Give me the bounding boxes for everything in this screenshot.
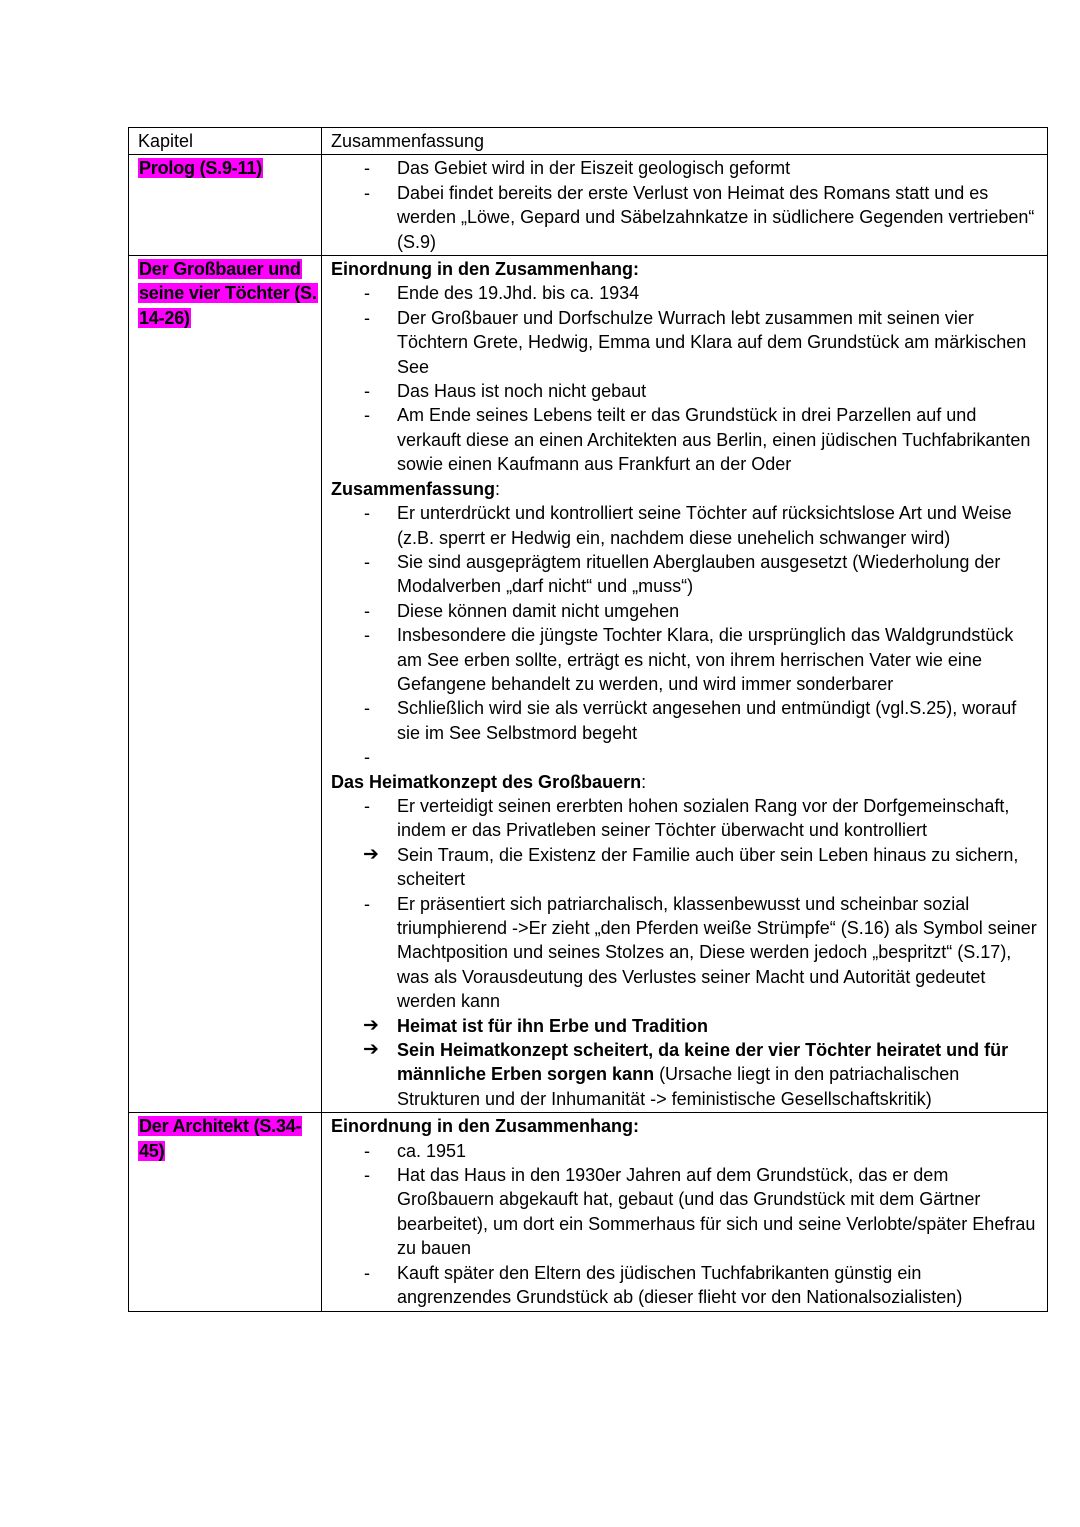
item-text: Am Ende seines Lebens teilt er das Grundstück in drei Parzellen auf und verkauft diese an einen Architekten aus Berlin, einen jüdischen Tuchfabrikanten sowie einen Kaufmann aus Frankfurt an der Oder <box>397 405 1031 475</box>
list-item <box>331 794 1038 843</box>
item-text: ca. 1951 <box>397 1140 467 1161</box>
item-text: Hat das Haus in den 1930er Jahren auf dem Grundstück, das er dem Großbauern abgekauft hat, gebaut (und das Grundstück mit dem Gärtner bearbeitet), um dort ein Sommerhaus für sich und seine Verlobte/später Ehefrau zu bauen <box>397 1165 1036 1259</box>
item-text: Sein Traum, die Existenz der Familie auch über sein Leben hinaus zu sichern, scheitert <box>397 844 1019 890</box>
list-item <box>331 550 1038 599</box>
item-text: Diese können damit nicht umgehen <box>397 600 680 621</box>
list-item <box>331 1261 1038 1310</box>
item-text: Schließlich wird sie als verrückt angesehen und entmündigt (vgl.S.25), worauf sie im See Selbstmord begeht <box>397 698 1017 743</box>
chapter-title: Der Architekt (S.34-45) <box>139 1116 302 1161</box>
item-text: Sie sind ausgeprägtem rituellen Aberglauben ausgesetzt (Wiederholung der Modalverben „darf nicht“ und „muss“) <box>397 551 1001 597</box>
dash-marker: - <box>364 381 370 402</box>
dash-marker: - <box>364 698 370 719</box>
item-text: Er unterdrückt und kontrolliert seine Töchter auf rücksichtslose Art und Weise (z.B. sperrt er Hedwig ein, nachdem diese unehelich schwanger wird) <box>397 503 1012 548</box>
list-item <box>331 745 1038 769</box>
section-heading <box>331 770 1038 794</box>
item-text: Das Haus ist noch nicht gebaut <box>397 381 647 402</box>
section-heading-text: Zusammenfassung <box>331 478 496 499</box>
chapter-title: Prolog (S.9-11) <box>139 158 263 179</box>
item-text: Der Großbauer und Dorfschulze Wurrach lebt zusammen mit seinen vier Töchtern Grete, Hedwig, Emma und Klara auf dem Grundstück am märkischen See <box>397 307 1027 377</box>
list-item <box>331 501 1038 550</box>
chapter-cell <box>129 256 322 1113</box>
item-text: Insbesondere die jüngste Tochter Klara, die ursprünglich das Waldgrundstück am See erben sollte, erträgt es nicht, von ihrem herrischen Vater wie eine Gefangene behandelt zu werden, und wird immer sonderbarer <box>397 625 1014 694</box>
arrow-icon: ➔ <box>363 1014 379 1036</box>
section-heading-text: Einordnung in den Zusammenhang: <box>331 259 639 280</box>
list-item <box>331 306 1038 379</box>
list-item <box>331 1038 1038 1111</box>
dash-marker: - <box>364 503 370 524</box>
dash-marker: - <box>364 307 370 328</box>
emphasis-text: Heimat ist für ihn Erbe und Tradition <box>397 1015 709 1036</box>
dash-marker: - <box>364 893 370 914</box>
dash-marker: - <box>364 158 370 179</box>
dash-marker: - <box>364 1165 370 1186</box>
item-text: Er präsentiert sich patriarchalisch, klassenbewusst und scheinbar sozial triumphierend ->Er zieht „den Pferden weiße Strümpfe“ (S.16) als Symbol seiner Machtposition und seines Stolzes an, Diese werden jedoch „bespritzt“ (S.17), was als Vorausdeutung des Verlustes seiner Macht und Autorität gedeutet werden kann <box>397 893 1037 1012</box>
list-item <box>331 379 1038 403</box>
item-text: Ende des 19.Jhd. bis ca. 1934 <box>397 283 640 304</box>
dash-marker: - <box>364 283 370 304</box>
list-item <box>331 1139 1038 1163</box>
section-heading-text: Einordnung in den Zusammenhang: <box>331 1116 639 1137</box>
list-item <box>331 1014 1038 1038</box>
list-item <box>331 403 1038 476</box>
dash-marker: - <box>364 1140 370 1161</box>
chapter-cell <box>129 155 322 256</box>
item-text: Kauft später den Eltern des jüdischen Tuchfabrikanten günstig ein angrenzendes Grundstück ab (dieser flieht vor den Nationalsozialisten) <box>397 1262 963 1308</box>
bullet-list <box>331 794 1038 1111</box>
item-text: Er verteidigt seinen ererbten hohen sozialen Rang vor der Dorfgemeinschaft, indem er das Privatleben seiner Töchter überwacht und kontrolliert <box>397 795 1010 841</box>
dash-marker: - <box>364 182 370 203</box>
list-item <box>331 181 1038 254</box>
bullet-list <box>331 1139 1038 1310</box>
arrow-icon: ➔ <box>363 843 379 865</box>
bullet-list <box>331 156 1038 254</box>
list-item <box>331 892 1038 1014</box>
list-item <box>331 599 1038 623</box>
summary-cell <box>322 256 1048 1113</box>
list-item <box>331 156 1038 180</box>
summary-table <box>128 127 1048 1312</box>
section-heading-text: Das Heimatkonzept des Großbauern <box>331 771 642 792</box>
list-item <box>331 696 1038 745</box>
bullet-list <box>331 281 1038 476</box>
dash-marker: - <box>364 1262 370 1283</box>
dash-marker: - <box>364 551 370 572</box>
emphasis-text: Sein Heimatkonzept scheitert, da keine der vier Töchter heiratet und für männliche Erben sorgen kann <box>397 1040 1009 1085</box>
section-heading-colon: : <box>641 771 647 792</box>
section-heading <box>331 477 1038 501</box>
item-text: (Ursache liegt in den patriachalischen Strukturen und der Inhumanität -> feministische Gesellschaftskritik) <box>397 1064 960 1109</box>
table-header-row <box>129 128 1048 155</box>
chapter-title: Der Großbauer und seine vier Töchter (S. 14-26) <box>139 259 317 328</box>
list-item <box>331 281 1038 305</box>
header-zusammenfassung: Zusammenfassung <box>322 128 1048 155</box>
bullet-list <box>331 501 1038 769</box>
dash-marker: - <box>364 625 370 646</box>
item-text: Dabei findet bereits der erste Verlust von Heimat des Romans statt und es werden „Löwe, Gepard und Säbelzahnkatze in südlichere Gegenden vertrieben“ (S.9) <box>397 182 1035 252</box>
table-row <box>129 256 1048 1113</box>
chapter-cell <box>129 1113 322 1311</box>
dash-marker: - <box>364 795 370 816</box>
item-text: Das Gebiet wird in der Eiszeit geologisch geformt <box>397 158 791 179</box>
section-heading-colon: : <box>495 478 501 499</box>
summary-cell <box>322 155 1048 256</box>
list-item <box>331 843 1038 892</box>
summary-cell <box>322 1113 1048 1311</box>
dash-marker: - <box>364 747 370 768</box>
table-row <box>129 1113 1048 1311</box>
table-row <box>129 155 1048 256</box>
list-item <box>331 623 1038 696</box>
dash-marker: - <box>364 600 370 621</box>
dash-marker: - <box>364 405 370 426</box>
header-kapitel: Kapitel <box>129 128 322 155</box>
arrow-icon: ➔ <box>363 1039 379 1061</box>
list-item <box>331 1163 1038 1261</box>
section-heading <box>331 257 1038 281</box>
section-heading <box>331 1114 1038 1138</box>
